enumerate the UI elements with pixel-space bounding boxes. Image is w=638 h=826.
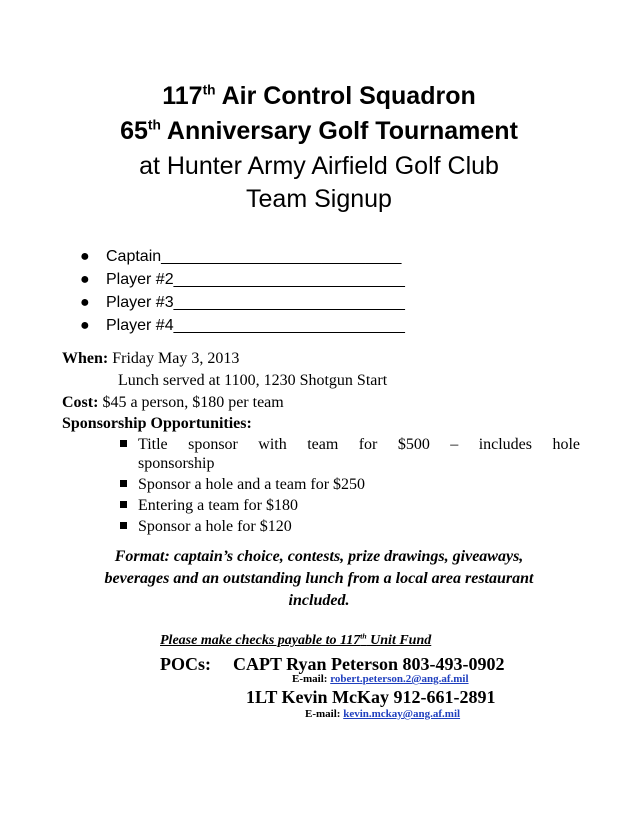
signup-player-2-label: Player #2__________________________ bbox=[106, 271, 405, 288]
cost-value: $45 a person, $180 per team bbox=[98, 394, 284, 411]
checks-payable-suffix: th bbox=[360, 631, 367, 641]
signup-player-2 bbox=[80, 268, 405, 291]
square-bullet-icon bbox=[120, 480, 127, 487]
sponsorship-item-hole-team bbox=[120, 475, 580, 494]
when-line bbox=[62, 350, 239, 368]
bullet-icon: ● bbox=[80, 294, 90, 311]
checks-payable-text: Please make checks payable to 117 bbox=[160, 633, 361, 648]
format-description bbox=[50, 546, 588, 612]
when-label: When: bbox=[62, 350, 109, 367]
title-tournament bbox=[0, 117, 638, 146]
sponsorship-item-hole bbox=[120, 517, 580, 536]
title-squadron-name: Air Control Squadron bbox=[215, 82, 476, 110]
title-squadron-number: 117 bbox=[162, 82, 203, 110]
signup-player-3-label: Player #3__________________________ bbox=[106, 294, 405, 311]
signup-player-3 bbox=[80, 291, 405, 314]
bullet-icon: ● bbox=[80, 248, 90, 265]
signup-list bbox=[80, 245, 405, 337]
sponsorship-item-title-line2: sponsorship bbox=[138, 455, 215, 472]
square-bullet-icon bbox=[120, 440, 127, 447]
poc2-email-link[interactable]: kevin.mckay@ang.af.mil bbox=[343, 708, 461, 720]
poc2-name: 1LT Kevin McKay 912-661-2891 bbox=[246, 687, 496, 707]
when-value: Friday May 3, 2013 bbox=[108, 350, 240, 367]
title-venue: at Hunter Army Airfield Golf Club bbox=[139, 152, 499, 180]
poc2-email-line bbox=[305, 708, 460, 720]
square-bullet-icon bbox=[120, 522, 127, 529]
bullet-icon: ● bbox=[80, 317, 90, 334]
title-team-signup: Team Signup bbox=[246, 185, 392, 213]
sponsorship-list bbox=[120, 435, 580, 538]
title-squadron-suffix: th bbox=[202, 82, 216, 98]
poc1-email-line bbox=[292, 673, 469, 685]
poc1-email-label: E-mail: bbox=[292, 673, 331, 685]
poc1-name: CAPT Ryan Peterson 803-493-0902 bbox=[233, 654, 505, 674]
cost-line bbox=[62, 394, 284, 412]
bullet-icon: ● bbox=[80, 271, 90, 288]
poc-label: POCs: bbox=[160, 654, 211, 674]
poc1-email-link[interactable]: robert.peterson.2@ang.af.mil bbox=[330, 673, 469, 685]
title-squadron bbox=[0, 82, 638, 111]
sponsorship-item-team-label: Entering a team for $180 bbox=[138, 497, 298, 514]
sponsorship-heading bbox=[62, 415, 252, 433]
format-line-3: included. bbox=[288, 592, 350, 609]
signup-player-4-label: Player #4__________________________ bbox=[106, 317, 405, 334]
sponsorship-item-title-line1: Title sponsor with team for $500 – includes hole bbox=[138, 436, 580, 453]
signup-captain bbox=[80, 245, 405, 268]
title-tournament-suffix: th bbox=[147, 117, 161, 133]
checks-payable-fund: Unit Fund bbox=[366, 633, 432, 648]
title-tournament-name: Anniversary Golf Tournament bbox=[160, 117, 518, 145]
sponsorship-heading-label: Sponsorship Opportunities: bbox=[62, 415, 252, 432]
sponsorship-item-team bbox=[120, 496, 580, 515]
signup-player-4 bbox=[80, 314, 405, 337]
lunch-line: Lunch served at 1100, 1230 Shotgun Start bbox=[118, 372, 388, 389]
poc2-email-label: E-mail: bbox=[305, 708, 344, 720]
sponsorship-item-title bbox=[120, 435, 580, 473]
sponsorship-item-hole-team-label: Sponsor a hole and a team for $250 bbox=[138, 476, 366, 493]
signup-captain-label: Captain___________________________ bbox=[106, 248, 402, 265]
format-line-2: beverages and an outstanding lunch from a local area restaurant bbox=[104, 570, 534, 587]
checks-payable-note bbox=[160, 633, 431, 649]
title-tournament-number: 65 bbox=[120, 117, 148, 145]
format-line-1: Format: captain’s choice, contests, prize drawings, giveaways, bbox=[114, 548, 524, 565]
square-bullet-icon bbox=[120, 501, 127, 508]
sponsorship-item-hole-label: Sponsor a hole for $120 bbox=[138, 518, 292, 535]
cost-label: Cost: bbox=[62, 394, 99, 411]
